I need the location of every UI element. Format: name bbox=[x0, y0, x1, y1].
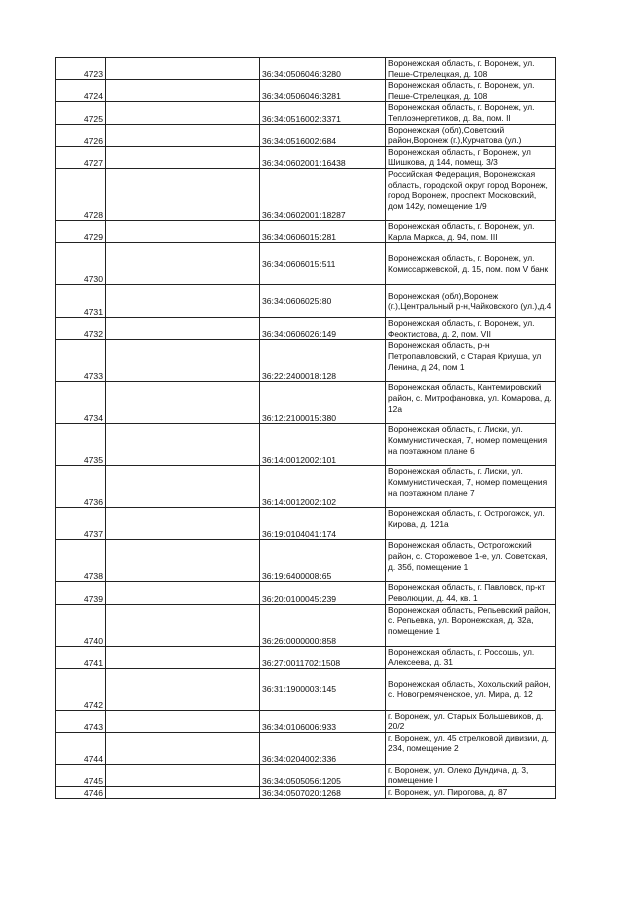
cadastral-number-cell: 36:34:0606015:511 bbox=[260, 243, 386, 285]
address-cell: г. Воронеж, ул. Олеко Дундича, д. 3, помещение I bbox=[386, 764, 556, 786]
table-row bbox=[56, 668, 556, 710]
cadastral-number-cell: 36:34:0204002:336 bbox=[260, 732, 386, 764]
cadastral-number-cell: 36:34:0606015:281 bbox=[260, 220, 386, 242]
empty-cell bbox=[106, 340, 260, 382]
row-number-cell: 4731 bbox=[56, 285, 106, 318]
empty-cell bbox=[106, 540, 260, 582]
row-number-cell: 4733 bbox=[56, 340, 106, 382]
row-number-cell: 4724 bbox=[56, 80, 106, 102]
row-number-cell: 4743 bbox=[56, 710, 106, 732]
table-row bbox=[56, 318, 556, 340]
cadastral-number-cell: 36:27:0011702:1508 bbox=[260, 646, 386, 668]
row-number-cell: 4729 bbox=[56, 220, 106, 242]
address-cell: Российская Федерация, Воронежская область, городской округ город Воронеж, город Воронеж, проспект Московский, дом 142у, помещение 1/9 bbox=[386, 168, 556, 220]
address-cell: Воронежская область, Репьевский район, с. Репьевка, ул. Воронежская, д. 32а, помещение 1 bbox=[386, 604, 556, 646]
empty-cell bbox=[106, 646, 260, 668]
empty-cell bbox=[106, 710, 260, 732]
cadastral-number-cell: 36:34:0505056:1205 bbox=[260, 764, 386, 786]
empty-cell bbox=[106, 732, 260, 764]
row-number-cell: 4742 bbox=[56, 668, 106, 710]
row-number-cell: 4746 bbox=[56, 787, 106, 799]
table-row bbox=[56, 787, 556, 799]
address-cell: Воронежская область, г. Россошь, ул. Алексеева, д. 31 bbox=[386, 646, 556, 668]
empty-cell bbox=[106, 220, 260, 242]
cadastral-number-cell: 36:34:0506046:3280 bbox=[260, 58, 386, 80]
address-cell: Воронежская область, г. Воронеж, ул. Карла Маркса, д. 94, пом. III bbox=[386, 220, 556, 242]
row-number-cell: 4739 bbox=[56, 582, 106, 604]
cadastral-number-cell: 36:12:2100015:380 bbox=[260, 382, 386, 424]
table-row bbox=[56, 168, 556, 220]
address-cell: Воронежская область, г. Воронеж, ул. Феоктистова, д. 2, пом. VII bbox=[386, 318, 556, 340]
cadastral-number-cell: 36:34:0507020:1268 bbox=[260, 787, 386, 799]
empty-cell bbox=[106, 146, 260, 168]
address-cell: г. Воронеж, ул. 45 стрелковой дивизии, д. 234, помещение 2 bbox=[386, 732, 556, 764]
address-cell: г. Воронеж, ул. Старых Большевиков, д. 20/2 bbox=[386, 710, 556, 732]
row-number-cell: 4734 bbox=[56, 382, 106, 424]
address-cell: Воронежская область, г Воронеж, ул Шишкова, д 144, помещ. 3/3 bbox=[386, 146, 556, 168]
row-number-cell: 4730 bbox=[56, 243, 106, 285]
table-row bbox=[56, 80, 556, 102]
address-cell: Воронежская область, г. Воронеж, ул. Пеше-Стрелецкая, д. 108 bbox=[386, 58, 556, 80]
table-row bbox=[56, 124, 556, 146]
cadastral-number-cell: 36:34:0506046:3281 bbox=[260, 80, 386, 102]
empty-cell bbox=[106, 604, 260, 646]
row-number-cell: 4732 bbox=[56, 318, 106, 340]
empty-cell bbox=[106, 582, 260, 604]
empty-cell bbox=[106, 318, 260, 340]
empty-cell bbox=[106, 466, 260, 508]
row-number-cell: 4735 bbox=[56, 424, 106, 466]
empty-cell bbox=[106, 58, 260, 80]
cadastral-number-cell: 36:34:0606025:80 bbox=[260, 285, 386, 318]
table-row bbox=[56, 424, 556, 466]
cadastral-number-cell: 36:14:0012002:101 bbox=[260, 424, 386, 466]
address-cell: Воронежская область, Острогожский район, с. Сторожевое 1-е, ул. Советская, д. 35б, помещение 1 bbox=[386, 540, 556, 582]
empty-cell bbox=[106, 102, 260, 124]
address-cell: Воронежская область, Кантемировский район, с. Митрофановка, ул. Комарова, д. 12а bbox=[386, 382, 556, 424]
empty-cell bbox=[106, 382, 260, 424]
address-cell: Воронежская область, г. Лиски, ул. Коммунистическая, 7, номер помещения на поэтажном плане 6 bbox=[386, 424, 556, 466]
address-cell: Воронежская область, г. Воронеж, ул. Пеше-Стрелецкая, д. 108 bbox=[386, 80, 556, 102]
row-number-cell: 4725 bbox=[56, 102, 106, 124]
cadastral-number-cell: 36:34:0516002:3371 bbox=[260, 102, 386, 124]
empty-cell bbox=[106, 668, 260, 710]
table-row bbox=[56, 646, 556, 668]
empty-cell bbox=[106, 285, 260, 318]
table-row bbox=[56, 764, 556, 786]
row-number-cell: 4728 bbox=[56, 168, 106, 220]
cadastral-number-cell: 36:14:0012002:102 bbox=[260, 466, 386, 508]
cadastral-number-cell: 36:19:6400008:65 bbox=[260, 540, 386, 582]
empty-cell bbox=[106, 80, 260, 102]
row-number-cell: 4723 bbox=[56, 58, 106, 80]
table-row bbox=[56, 58, 556, 80]
cadastral-number-cell: 36:34:0602001:16438 bbox=[260, 146, 386, 168]
table-row bbox=[56, 508, 556, 540]
address-cell: Воронежская область, г. Лиски, ул. Коммунистическая, 7, номер помещения на поэтажном плане 7 bbox=[386, 466, 556, 508]
cadastral-number-cell: 36:31:1900003:145 bbox=[260, 668, 386, 710]
empty-cell bbox=[106, 168, 260, 220]
cadastral-number-cell: 36:34:0516002:684 bbox=[260, 124, 386, 146]
row-number-cell: 4741 bbox=[56, 646, 106, 668]
address-cell: Воронежская область, г. Острогожск, ул. Кирова, д. 121а bbox=[386, 508, 556, 540]
row-number-cell: 4744 bbox=[56, 732, 106, 764]
table-row bbox=[56, 285, 556, 318]
table-row bbox=[56, 466, 556, 508]
table-row bbox=[56, 220, 556, 242]
row-number-cell: 4740 bbox=[56, 604, 106, 646]
empty-cell bbox=[106, 243, 260, 285]
cadastral-number-cell: 36:19:0104041:174 bbox=[260, 508, 386, 540]
table-row bbox=[56, 582, 556, 604]
cadastral-number-cell: 36:22:2400018:128 bbox=[260, 340, 386, 382]
cadastral-number-cell: 36:34:0602001:18287 bbox=[260, 168, 386, 220]
table-row bbox=[56, 243, 556, 285]
empty-cell bbox=[106, 424, 260, 466]
table-row bbox=[56, 732, 556, 764]
table-row bbox=[56, 604, 556, 646]
table-row bbox=[56, 382, 556, 424]
row-number-cell: 4737 bbox=[56, 508, 106, 540]
row-number-cell: 4738 bbox=[56, 540, 106, 582]
row-number-cell: 4736 bbox=[56, 466, 106, 508]
registry-table bbox=[55, 57, 556, 799]
address-cell: Воронежская область, г. Павловск, пр-кт Революции, д. 44, кв. 1 bbox=[386, 582, 556, 604]
table-row bbox=[56, 710, 556, 732]
empty-cell bbox=[106, 124, 260, 146]
cadastral-number-cell: 36:34:0606026:149 bbox=[260, 318, 386, 340]
registry-body bbox=[56, 58, 556, 799]
address-cell: г. Воронеж, ул. Пирогова, д. 87 bbox=[386, 787, 556, 799]
row-number-cell: 4727 bbox=[56, 146, 106, 168]
address-cell: Воронежская (обл),Советский район,Воронеж (г.),Курчатова (ул.) bbox=[386, 124, 556, 146]
cadastral-number-cell: 36:20:0100045:239 bbox=[260, 582, 386, 604]
row-number-cell: 4745 bbox=[56, 764, 106, 786]
empty-cell bbox=[106, 787, 260, 799]
table-row bbox=[56, 540, 556, 582]
address-cell: Воронежская область, г. Воронеж, ул. Комиссаржевской, д. 15, пом. пом V банк bbox=[386, 243, 556, 285]
address-cell: Воронежская (обл),Воронеж (г.),Центральный р-н,Чайковского (ул.),д.4 bbox=[386, 285, 556, 318]
table-row bbox=[56, 146, 556, 168]
table-row bbox=[56, 340, 556, 382]
address-cell: Воронежская область, Хохольский район, с. Новогремяченское, ул. Мира, д. 12 bbox=[386, 668, 556, 710]
empty-cell bbox=[106, 508, 260, 540]
table-row bbox=[56, 102, 556, 124]
address-cell: Воронежская область, р-н Петропавловский, с Старая Криуша, ул Ленина, д 24, пом 1 bbox=[386, 340, 556, 382]
row-number-cell: 4726 bbox=[56, 124, 106, 146]
empty-cell bbox=[106, 764, 260, 786]
cadastral-number-cell: 36:34:0106006:933 bbox=[260, 710, 386, 732]
cadastral-number-cell: 36:26:0000000:858 bbox=[260, 604, 386, 646]
address-cell: Воронежская область, г. Воронеж, ул. Теплоэнергетиков, д. 8а, пом. II bbox=[386, 102, 556, 124]
